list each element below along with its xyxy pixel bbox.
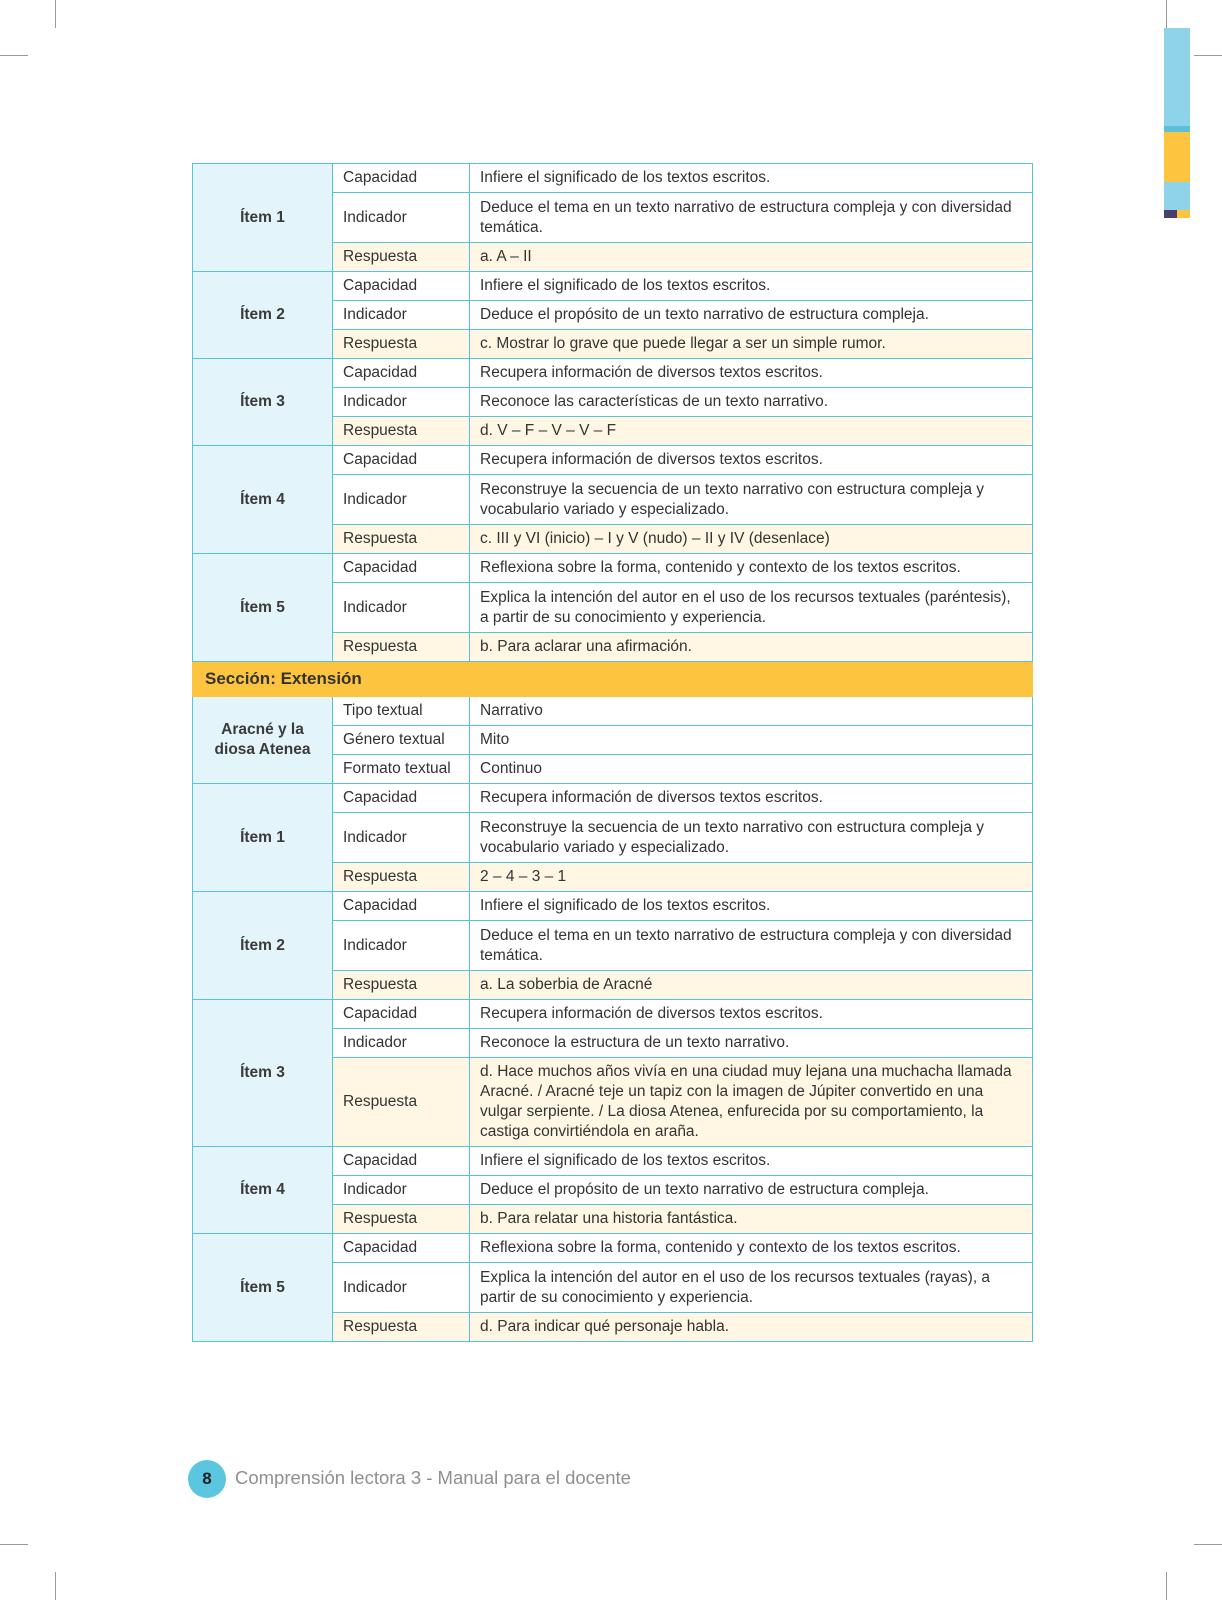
row-label: Respuesta [333,243,470,272]
table-row [193,554,1033,583]
item-label: Ítem 2 [193,892,333,1000]
table-row [193,1147,1033,1176]
row-value: b. Para aclarar una afirmación. [470,633,1033,662]
row-value: c. III y VI (inicio) – I y V (nudo) – II y IV (desenlace) [470,525,1033,554]
row-value: Deduce el propósito de un texto narrativo de estructura compleja. [470,301,1033,330]
row-value: Recupera información de diversos textos escritos. [470,446,1033,475]
row-label: Tipo textual [333,697,470,726]
row-value: a. A – II [470,243,1033,272]
row-value: Infiere el significado de los textos escritos. [470,892,1033,921]
row-label: Capacidad [333,1234,470,1263]
row-value: Reconstruye la secuencia de un texto narrativo con estructura compleja y vocabulario variado y especializado. [470,813,1033,863]
row-value: Continuo [470,755,1033,784]
row-label: Respuesta [333,633,470,662]
row-label: Capacidad [333,272,470,301]
row-value: Deduce el tema en un texto narrativo de estructura compleja y con diversidad temática. [470,193,1033,243]
side-tab-blue-light [1164,182,1190,210]
row-label: Respuesta [333,417,470,446]
row-value: Reflexiona sobre la forma, contenido y contexto de los textos escritos. [470,1234,1033,1263]
table-row [193,1234,1033,1263]
row-label: Respuesta [333,1313,470,1342]
row-label: Respuesta [333,971,470,1000]
crop-mark [55,1572,56,1600]
item-label: Ítem 4 [193,446,333,554]
crop-mark [1194,55,1222,56]
item-label: Ítem 3 [193,359,333,446]
row-label: Indicador [333,475,470,525]
row-label: Indicador [333,921,470,971]
side-tab-dark-yellow [1177,210,1190,218]
row-label: Respuesta [333,863,470,892]
row-value: Recupera información de diversos textos escritos. [470,359,1033,388]
table-row [193,892,1033,921]
side-tab-yellow [1164,132,1190,182]
table-row [193,446,1033,475]
row-value: b. Para relatar una historia fantástica. [470,1205,1033,1234]
row-label: Género textual [333,726,470,755]
row-value: d. V – F – V – V – F [470,417,1033,446]
row-label: Indicador [333,1176,470,1205]
item-label: Ítem 1 [193,784,333,892]
row-value: Reconoce las características de un texto narrativo. [470,388,1033,417]
side-tab-blue [1164,28,1190,126]
text-title: Aracné y la diosa Atenea [193,697,333,784]
crop-mark [1166,0,1167,28]
row-label: Capacidad [333,359,470,388]
row-value: d. Hace muchos años vivía en una ciudad muy lejana una muchacha llamada Aracné. / Aracné teje un tapiz con la imagen de Júpiter convertido en una vulgar serpiente. / La diosa Atenea, enfurecida por su comportamiento, la castiga convirtiéndola en araña. [470,1058,1033,1147]
row-label: Capacidad [333,554,470,583]
item-label: Ítem 5 [193,1234,333,1342]
row-value: Deduce el propósito de un texto narrativo de estructura compleja. [470,1176,1033,1205]
section-header-row [193,662,1033,697]
row-value: Infiere el significado de los textos escritos. [470,164,1033,193]
crop-mark [1166,1572,1167,1600]
row-label: Indicador [333,1263,470,1313]
table-row [193,164,1033,193]
row-label: Respuesta [333,525,470,554]
row-value: Infiere el significado de los textos escritos. [470,272,1033,301]
row-value: Deduce el tema en un texto narrativo de estructura compleja y con diversidad temática. [470,921,1033,971]
row-label: Indicador [333,301,470,330]
crop-mark [0,1544,28,1545]
table-row [193,272,1033,301]
row-label: Indicador [333,813,470,863]
item-label: Ítem 1 [193,164,333,272]
row-label: Indicador [333,1029,470,1058]
row-label: Respuesta [333,1058,470,1147]
item-label: Ítem 4 [193,1147,333,1234]
row-label: Indicador [333,193,470,243]
row-value: Explica la intención del autor en el uso de los recursos textuales (rayas), a partir de su conocimiento y experiencia. [470,1263,1033,1313]
table-row [193,697,1033,726]
row-label: Respuesta [333,1205,470,1234]
crop-mark [0,55,28,56]
row-value: a. La soberbia de Aracné [470,971,1033,1000]
row-value: Explica la intención del autor en el uso de los recursos textuales (paréntesis), a partir de su conocimiento y experiencia. [470,583,1033,633]
row-label: Indicador [333,583,470,633]
page-number: 8 [188,1460,226,1498]
table-row [193,784,1033,813]
item-label: Ítem 2 [193,272,333,359]
evaluation-table [192,163,1033,1342]
row-label: Capacidad [333,1000,470,1029]
side-tab-dark [1164,210,1177,218]
row-label: Capacidad [333,164,470,193]
row-value: Reflexiona sobre la forma, contenido y contexto de los textos escritos. [470,554,1033,583]
section-header: Sección: Extensión [193,662,1033,697]
row-value: Mito [470,726,1033,755]
table-row [193,1000,1033,1029]
row-label: Capacidad [333,446,470,475]
row-value: Recupera información de diversos textos escritos. [470,784,1033,813]
row-label: Capacidad [333,784,470,813]
row-value: c. Mostrar lo grave que puede llegar a ser un simple rumor. [470,330,1033,359]
row-label: Capacidad [333,892,470,921]
row-value: 2 – 4 – 3 – 1 [470,863,1033,892]
row-value: Recupera información de diversos textos escritos. [470,1000,1033,1029]
row-value: Reconoce la estructura de un texto narrativo. [470,1029,1033,1058]
crop-mark [55,0,56,28]
row-label: Formato textual [333,755,470,784]
row-label: Indicador [333,388,470,417]
item-label: Ítem 5 [193,554,333,662]
crop-mark [1194,1544,1222,1545]
row-value: Narrativo [470,697,1033,726]
item-label: Ítem 3 [193,1000,333,1147]
footer-title: Comprensión lectora 3 - Manual para el docente [235,1467,631,1488]
table-row [193,359,1033,388]
row-label: Respuesta [333,330,470,359]
row-value: Reconstruye la secuencia de un texto narrativo con estructura compleja y vocabulario variado y especializado. [470,475,1033,525]
row-label: Capacidad [333,1147,470,1176]
row-value: d. Para indicar qué personaje habla. [470,1313,1033,1342]
row-value: Infiere el significado de los textos escritos. [470,1147,1033,1176]
